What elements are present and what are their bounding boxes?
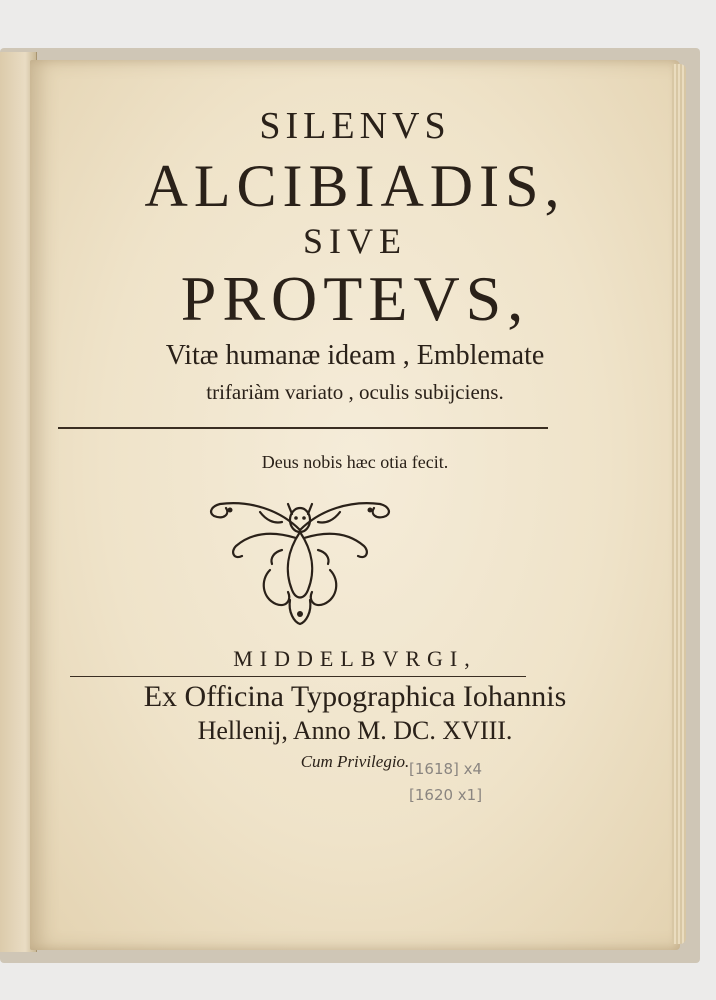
title-line-2: ALCIBIADIS, [144, 153, 566, 219]
imprint-publisher-line-1: Ex Officina Typographica Iohannis [143, 680, 567, 713]
privilege-line: Cum Privilegio. [300, 752, 410, 771]
divider-rule-bottom [70, 676, 526, 677]
imprint-publisher-line-2: Hellenij, Anno M. DC. XVIII. [197, 716, 513, 745]
subtitle-line-2: trifariàm variato , oculis subijciens. [206, 380, 504, 404]
title-line-3: SIVE [303, 221, 407, 261]
motto: Deus nobis hæc otia fecit. [261, 452, 449, 472]
divider-rule-top [58, 427, 548, 429]
pencil-note-line-2: [1620 x1] [409, 786, 483, 804]
subtitle-line-1: Vitæ humanæ ideam , Emblemate [165, 340, 545, 371]
imprint-city: MIDDELBVRGI, [233, 646, 477, 671]
title-line-1: SILENVS [259, 105, 451, 147]
title-line-4: PROTEVS, [180, 263, 530, 334]
pencil-annotation [405, 752, 515, 812]
pencil-note-line-1: [1618] x4 [409, 760, 483, 778]
fleuron-vignette-icon [200, 490, 400, 630]
